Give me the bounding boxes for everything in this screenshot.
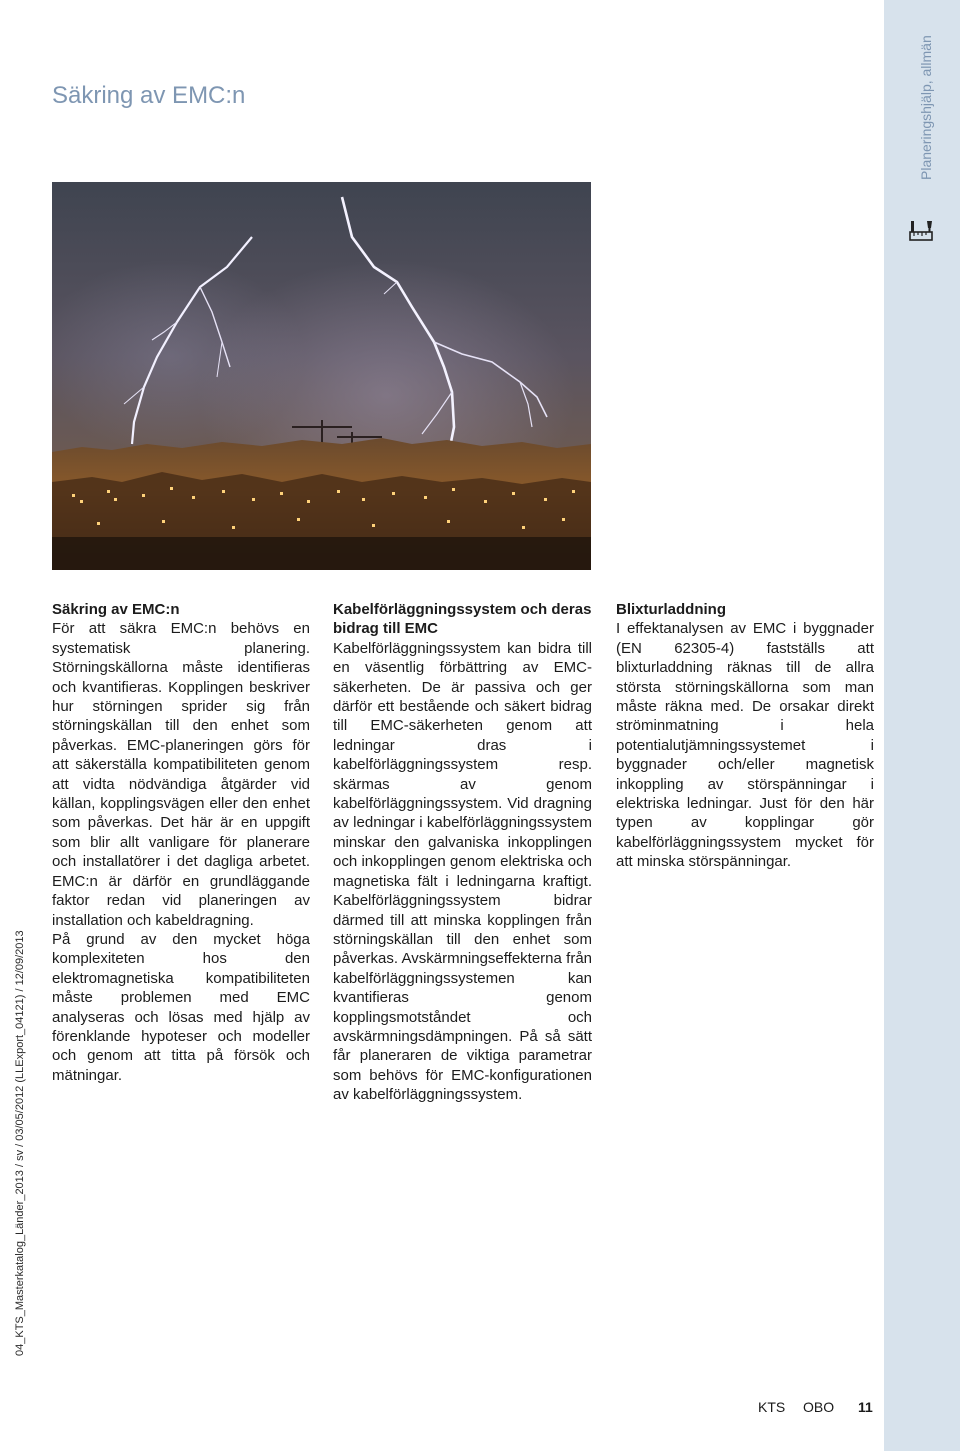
section-heading: Blixturladdning — [616, 601, 726, 618]
paragraph: På grund av den mycket höga komplexiteten hos den elektromagnetiska kompatibiliteten måste problemen med EMC analyseras och lösas med hjälp av förenklande hypoteser och modeller och genom att titta på försök och mätningar. — [52, 930, 310, 1084]
footer-brand-obo: OBO — [803, 1399, 835, 1415]
paragraph: För att säkra EMC:n behövs en systematisk planering. Störningskällorna måste identifieras och kvantifieras. Kopplingen beskriver hur störningen sprider sig från störningskällan till den enhet som påverkas. EMC-planeringen görs för att säkerställa kompatibiliteten genom att vidta nödvändiga åtgärder vid källan, kopplingsvägen eller den enhet som påverkas. Det här är en uppgift som blir allt vanligare för planerare och installatörer i det dagliga arbetet. EMC:n är därför en grundläggande faktor redan vid planeringen av installation och kabeldragning. — [52, 620, 310, 929]
page-number: 11 — [858, 1399, 873, 1415]
column-cable-systems — [333, 600, 592, 1105]
section-heading: Kabelförläggningssystem och deras bidrag till EMC — [333, 601, 592, 638]
planning-tools-icon — [908, 218, 936, 246]
paragraph: Kabelförläggningssystem kan bidra till en väsentlig förbättring av EMC-säkerheten. De är passiva och ger därför ett bestående och säkert bidrag till EMC-säkerheten genom att ledningar dras i kabelförläggningssystem resp. skärmas av genom kabelförläggningssystem. Vid dragning av ledningar i kabelförläggningssystem minskar den galvaniska inkopplingen och inkopplingen genom elektriska och magnetiska fält i ledningarna kraftigt. Kabelförläggningssystem bidrar därmed till att minska kopplingen från störningskällan till den enhet som påverkas. Avskärmningseffekterna från kabelförläggningssystemen kan kvantifieras genom kopplingsmotståndet och avskärmningsdämpningen. På så sätt får planeraren de viktiga parametrar som behövs för EMC-konfigurationen av kabelförläggningssystem. — [333, 639, 592, 1104]
column-emc-security — [52, 600, 310, 1085]
column-lightning-discharge — [616, 600, 874, 872]
paragraph: I effektanalysen av EMC i byggnader (EN 62305-4) fastställs att blixturladdning räknas till de allra största störningskällorna som man måste räkna med. De orsakar direkt ströminmatning i hela potentialutjämningssystemet i byggnader och/eller magnetisk inkoppling av störspänningar i elektriska ledningar. Just för den här typen av kopplingar gör kabelförläggningssystem mycket för att minska störspänningar. — [616, 620, 874, 871]
catalog-reference: 04_KTS_Masterkatalog_Länder_2013 / sv / 03/05/2012 (LLExport_04121) / 12/09/2013 — [14, 930, 26, 1356]
section-label: Planeringshjälp, allmän — [918, 35, 934, 180]
lightning-city-photo — [52, 182, 591, 570]
section-heading: Säkring av EMC:n — [52, 601, 180, 618]
page-title: Säkring av EMC:n — [52, 82, 246, 109]
footer-brand-kts: KTS — [758, 1399, 786, 1415]
